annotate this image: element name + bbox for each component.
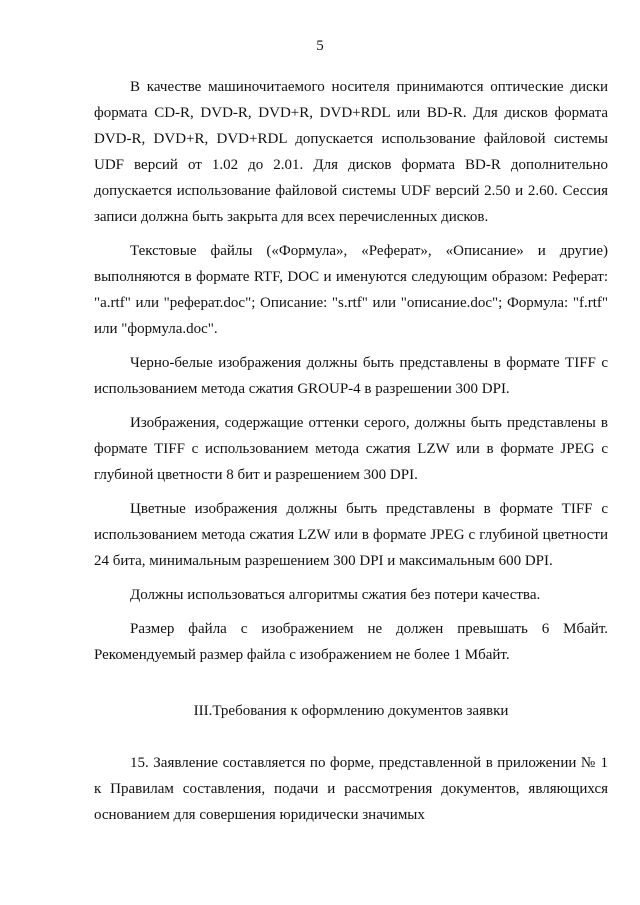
paragraph-file-size: Размер файла с изображением не должен превышать 6 Мбайт. Рекомендуемый размер файла с изображением не более 1 Мбайт. [94,621,608,663]
paragraph-color-images: Цветные изображения должны быть представлены в формате TIFF с использованием метода сжатия LZW или в формате JPEG с глубиной цветности 24 бита, минимальным разрешением 300 DPI и максимальным 600 DPI. [94,501,608,569]
paragraph-bw-images: Черно-белые изображения должны быть представлены в формате TIFF с использованием метода сжатия GROUP-4 в разрешении 300 DPI. [94,355,608,397]
paragraph-item-15: 15. Заявление составляется по форме, представленной в приложении № 1 к Правилам составления, подачи и рассмотрения документов, являющихся основанием для совершения юридически значимых [94,755,608,823]
paragraph-compression: Должны использоваться алгоритмы сжатия без потери качества. [130,587,541,603]
paragraph-text-files: Текстовые файлы («Формула», «Реферат», «Описание» и другие) выполняются в формате RTF, DOC и именуются следующим образом: Реферат: "a.rtf" или "реферат.doc"; Описание: "s.rtf" или "описание.doc"; Формула: "f.rtf" или "формула.doc". [94,243,608,337]
section-heading: III.Требования к оформлению документов заявки [193,703,509,719]
paragraph-grayscale-images: Изображения, содержащие оттенки серого, должны быть представлены в формате TIFF с использованием метода сжатия LZW или в формате JPEG с глубиной цветности 8 бит и разрешением 300 DPI. [94,415,608,483]
paragraph-media-formats: В качестве машиночитаемого носителя принимаются оптические диски формата CD-R, DVD-R, DVD+R, DVD+RDL или BD-R. Для дисков формата DVD-R, DVD+R, DVD+RDL допускается использование файловой системы UDF версий от 1.02 до 2.01. Для дисков формата BD-R дополнительно допускается использование файловой системы UDF версий 2.50 и 2.60. Сессия записи должна быть закрыта для всех перечисленных дисков. [94,79,608,225]
page-number: 5 [316,38,324,54]
document-body [94,70,608,836]
